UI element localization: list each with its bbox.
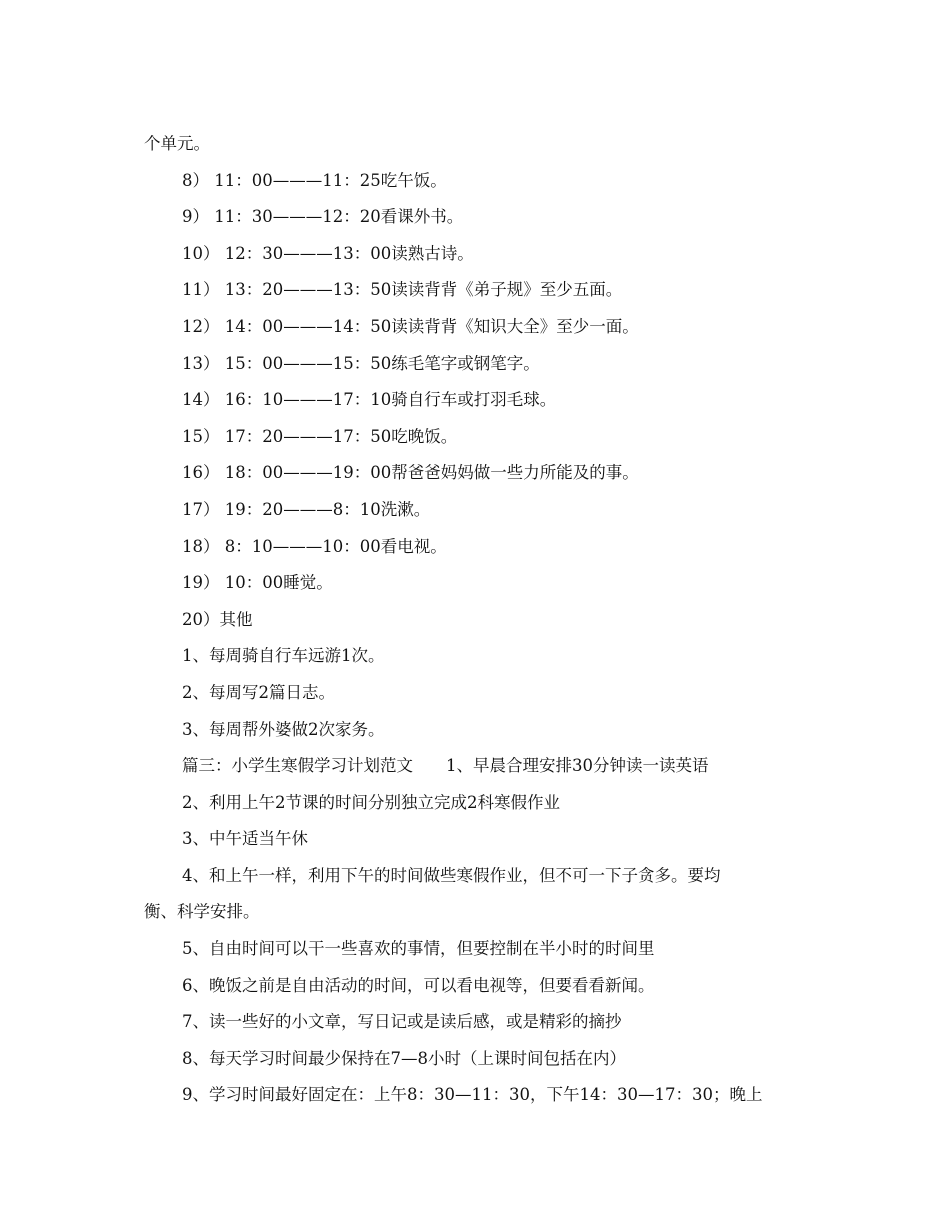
text-line: 3、中午适当午休: [182, 829, 308, 849]
text-line: 衡、科学安排。: [144, 902, 260, 922]
text-line: 10） 12：30———13：00读熟古诗。: [182, 243, 474, 263]
text-line: 18） 8：10———10：00看电视。: [182, 536, 447, 556]
text-line: 20）其他: [182, 609, 253, 629]
text-line: 9、学习时间最好固定在：上午8：30—11：30，下午14：30—17：30；晚上: [182, 1085, 763, 1105]
text-line: 16） 18：00———19：00帮爸爸妈妈做一些力所能及的事。: [182, 463, 639, 483]
text-line: 14） 16：10———17：10骑自行车或打羽毛球。: [182, 390, 557, 410]
text-line: 1、每周骑自行车远游1次。: [182, 646, 385, 666]
text-line: 13） 15：00———15：50练毛笔字或钢笔字。: [182, 353, 540, 373]
text-line: 9） 11：30———12：20看课外书。: [182, 207, 464, 227]
text-line: 15） 17：20———17：50吃晚饭。: [182, 426, 458, 446]
section-heading-line: 篇三：小学生寒假学习计划范文 1、早晨合理安排30分钟读一读英语: [182, 756, 709, 776]
text-line: 3、每周帮外婆做2次家务。: [182, 719, 385, 739]
text-line: 17） 19：20———8：10洗漱。: [182, 499, 431, 519]
text-line: 2、每周写2篇日志。: [182, 682, 335, 702]
text-line: 19） 10：00睡觉。: [182, 573, 333, 593]
text-line: 8、每天学习时间最少保持在7—8小时（上课时间包括在内）: [182, 1048, 626, 1068]
text-line: 4、和上午一样，利用下午的时间做些寒假作业，但不可一下子贪多。要均: [182, 865, 721, 885]
text-line: 5、自由时间可以干一些喜欢的事情，但要控制在半小时的时间里: [182, 939, 655, 959]
text-line: 12） 14：00———14：50读读背背《知识大全》至少一面。: [182, 316, 639, 336]
text-line: 6、晚饭之前是自由活动的时间，可以看电视等，但要看看新闻。: [182, 975, 655, 995]
text-line: 2、利用上午2节课的时间分别独立完成2科寒假作业: [182, 792, 560, 812]
text-line: 11） 13：20———13：50读读背背《弟子规》至少五面。: [182, 280, 623, 300]
document-body: [144, 126, 824, 1114]
text-line: 7、读一些好的小文章，写日记或是读后感，或是精彩的摘抄: [182, 1012, 622, 1032]
text-line: 8） 11：00———11：25吃午饭。: [182, 170, 447, 190]
text-line: 个单元。: [144, 134, 210, 153]
